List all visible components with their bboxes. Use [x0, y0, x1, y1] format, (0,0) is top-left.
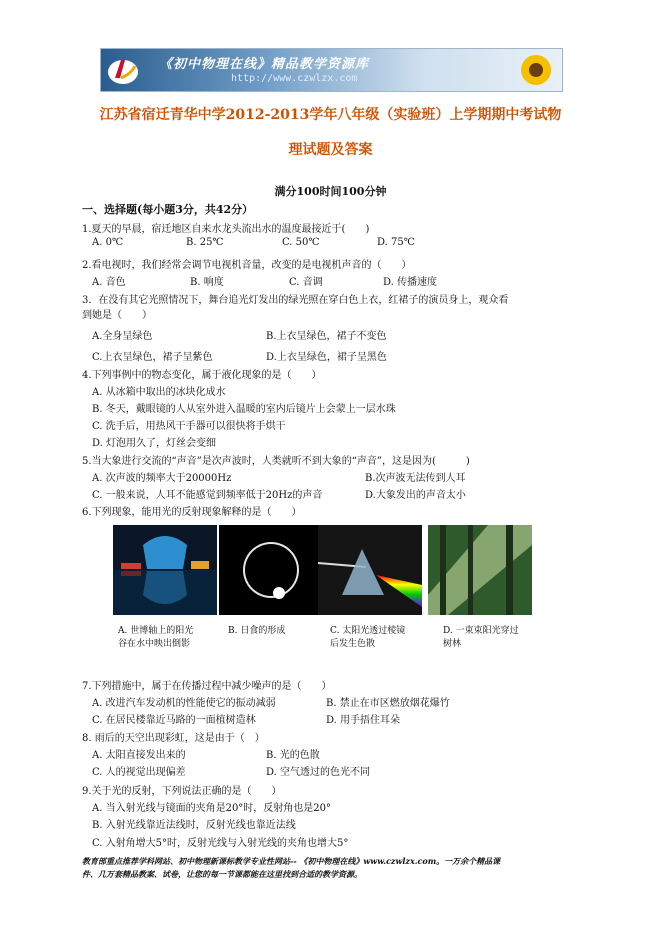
q6-caption-d: D. 一束束阳光穿过树林 — [443, 626, 519, 649]
q9-option-b: B. 入射光线靠近法线时，反射光线也靠近法线 — [92, 820, 296, 831]
exam-info: 满分100时间100分钟 — [274, 185, 387, 198]
question-3-stem: 3．在没有其它光照情况下，舞台追光灯发出的绿光照在穿白色上衣，红裙子的演员身上，观众看 — [82, 295, 509, 306]
q8-option-b: B. 光的色散 — [266, 750, 320, 761]
header-banner — [100, 48, 563, 92]
photo-solar-eclipse — [219, 525, 323, 615]
document-title-line1: 江苏省宿迁青华中学2012-2013学年八年级（实验班）上学期期中考试物 — [99, 107, 562, 123]
footer-line1: 教育部重点推荐学科网站、初中物理新课标教学专业性网站-- 《初中物理在线》www.czwlzx.com。一万余个精品课 — [82, 856, 501, 866]
question-2-stem: 2.看电视时，我们经常会调节电视机音量，改变的是电视机声音的（ ） — [82, 260, 412, 271]
q5-option-a: A. 次声波的频率大于20000Hz — [92, 473, 232, 484]
banner-url-link[interactable]: http://www.czwlzx.com — [231, 73, 358, 84]
q2-option-a: A. 音色 — [92, 277, 126, 288]
q9-option-c: C. 入射角增大5°时，反射光线与入射光线的夹角也增大5° — [92, 838, 349, 849]
q8-option-d: D. 空气透过的色光不同 — [266, 767, 371, 778]
q1-option-c: C. 50℃ — [282, 237, 320, 248]
sunflower-icon — [516, 51, 556, 89]
q4-option-a: A. 从冰箱中取出的冰块化成水 — [92, 387, 226, 398]
q7-option-c: C. 在居民楼靠近马路的一面植树造林 — [92, 715, 256, 726]
q1-option-d: D. 75℃ — [377, 237, 415, 248]
q6-caption-a: A. 世博轴上的阳光谷在水中映出倒影 — [118, 626, 194, 649]
q8-option-c: C. 人的视觉出现偏差 — [92, 767, 186, 778]
question-9-stem: 9.关于光的反射，下列说法正确的是（ ） — [82, 786, 282, 797]
q1-option-a: A. 0℃ — [92, 237, 124, 248]
question-7-stem: 7.下列措施中，属于在传播过程中减少噪声的是（ ） — [82, 681, 332, 692]
question-5-stem: 5.当大象进行交流的“声音”是次声波时，人类就听不到大象的“声音”，这是因为( ) — [82, 456, 470, 467]
q7-option-b: B. 禁止在市区燃放烟花爆竹 — [326, 698, 450, 709]
q3-option-c: C.上衣呈绿色，裙子呈紫色 — [92, 352, 213, 363]
q4-option-d: D. 灯泡用久了，灯丝会变细 — [92, 438, 217, 449]
q5-option-d: D.大象发出的声音太小 — [365, 490, 466, 501]
question-1-stem: 1.夏天的早晨，宿迁地区自来水龙头流出水的温度最接近于( ) — [82, 224, 370, 235]
site-logo-icon — [107, 54, 141, 86]
q2-option-d: D. 传播速度 — [383, 277, 438, 288]
q8-option-a: A. 太阳直接发出来的 — [92, 750, 186, 761]
q3-option-b: B.上衣呈绿色，裙子不变色 — [266, 331, 387, 342]
q3-option-a: A.全身呈绿色 — [92, 331, 153, 342]
q6-caption-c: C. 太阳光透过棱镜后发生色散 — [330, 626, 406, 649]
photo-prism-dispersion — [318, 525, 422, 615]
photo-expo-axis-reflection — [113, 525, 217, 615]
photo-sunbeams-forest — [428, 525, 532, 615]
question-6-stem: 6.下列现象，能用光的反射现象解释的是（ ） — [82, 507, 302, 518]
q4-option-c: C. 洗手后，用热风干手器可以很快将手烘干 — [92, 421, 286, 432]
q4-option-b: B. 冬天，戴眼镜的人从室外进入温暖的室内后镜片上会蒙上一层水珠 — [92, 404, 396, 415]
question-3-stem-cont: 到她是（ ） — [82, 310, 152, 321]
question-8-stem: 8. 雨后的天空出现彩虹，这是由于（ ） — [82, 733, 265, 744]
q9-option-a: A. 当入射光线与镜面的夹角是20°时，反射角也是20° — [92, 803, 332, 814]
q2-option-c: C. 音调 — [289, 277, 323, 288]
q2-option-b: B. 响度 — [190, 277, 224, 288]
document-title-line2: 理试题及答案 — [288, 142, 373, 158]
q5-option-b: B.次声波无法传到人耳 — [365, 473, 466, 484]
section-heading: 一、选择题(每小题3分，共42分） — [82, 203, 254, 216]
banner-title: 《初中物理在线》精品教学资源库 — [159, 57, 370, 72]
question-4-stem: 4.下列事例中的物态变化，属于液化现象的是（ ） — [82, 370, 322, 381]
q3-option-d: D.上衣呈绿色，裙子呈黑色 — [266, 352, 387, 363]
q5-option-c: C. 一般来说，人耳不能感觉到频率低于20Hz的声音 — [92, 490, 323, 501]
q1-option-b: B. 25℃ — [186, 237, 224, 248]
footer-line2: 件、几万套精品教案、试卷，让您的每一节课都能在这里找到合适的教学资源。 — [82, 869, 362, 879]
q7-option-a: A. 改进汽车发动机的性能使它的振动减弱 — [92, 698, 276, 709]
q6-caption-b: B. 日食的形成 — [228, 626, 286, 636]
q7-option-d: D. 用手捂住耳朵 — [326, 715, 401, 726]
